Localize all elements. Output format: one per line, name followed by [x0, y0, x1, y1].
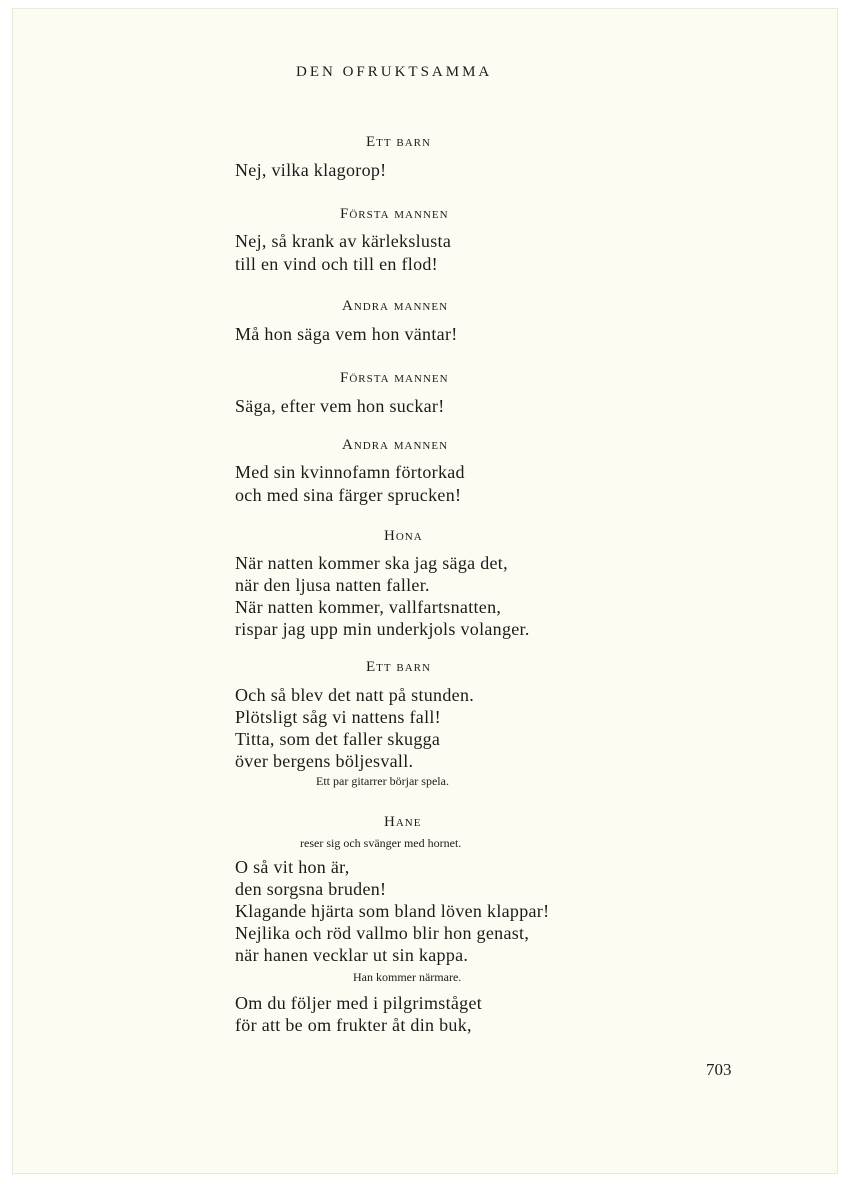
- verse-line: Titta, som det faller skugga: [235, 729, 441, 749]
- verse-line: Må hon säga vem hon väntar!: [235, 324, 458, 344]
- speaker-label: Första mannen: [340, 206, 449, 222]
- speaker-label: Hona: [384, 528, 423, 544]
- speaker-label: Ett barn: [366, 134, 431, 150]
- verse-line: När natten kommer ska jag säga det,: [235, 553, 508, 573]
- verse-line: för att be om frukter åt din buk,: [235, 1015, 472, 1035]
- running-header: DEN OFRUKTSAMMA: [296, 64, 493, 80]
- verse-line: Klagande hjärta som bland löven klappar!: [235, 901, 550, 921]
- verse-line: Nejlika och röd vallmo blir hon genast,: [235, 923, 530, 943]
- stage-direction: Ett par gitarrer börjar spela.: [316, 774, 449, 788]
- verse-line: Nej, vilka klagorop!: [235, 160, 387, 180]
- verse-line: Om du följer med i pilgrimståget: [235, 993, 483, 1013]
- verse-line: Plötsligt såg vi nattens fall!: [235, 707, 441, 727]
- verse-line: O så vit hon är,: [235, 857, 350, 877]
- speaker-label: Första mannen: [340, 370, 449, 386]
- verse-line: till en vind och till en flod!: [235, 254, 438, 274]
- verse-line: Säga, efter vem hon suckar!: [235, 396, 445, 416]
- page-number: 703: [706, 1060, 732, 1079]
- verse-line: när den ljusa natten faller.: [235, 575, 430, 595]
- verse-line: när hanen vecklar ut sin kappa.: [235, 945, 469, 965]
- speaker-label: Andra mannen: [342, 437, 449, 453]
- verse-line: När natten kommer, vallfartsnatten,: [235, 597, 502, 617]
- verse-line: och med sina färger sprucken!: [235, 485, 462, 505]
- speaker-label: Hane: [384, 814, 422, 830]
- verse-line: Med sin kvinnofamn förtorkad: [235, 462, 465, 482]
- speaker-label: Ett barn: [366, 659, 431, 675]
- verse-line: över bergens böljesvall.: [235, 751, 414, 771]
- verse-line: rispar jag upp min underkjols volanger.: [235, 619, 530, 639]
- stage-direction: reser sig och svänger med hornet.: [300, 836, 462, 850]
- verse-line: Och så blev det natt på stunden.: [235, 685, 475, 705]
- stage-direction: Han kommer närmare.: [353, 970, 462, 984]
- verse-line: den sorgsna bruden!: [235, 879, 387, 899]
- speaker-label: Andra mannen: [342, 298, 449, 314]
- verse-line: Nej, så krank av kärlekslusta: [235, 231, 452, 251]
